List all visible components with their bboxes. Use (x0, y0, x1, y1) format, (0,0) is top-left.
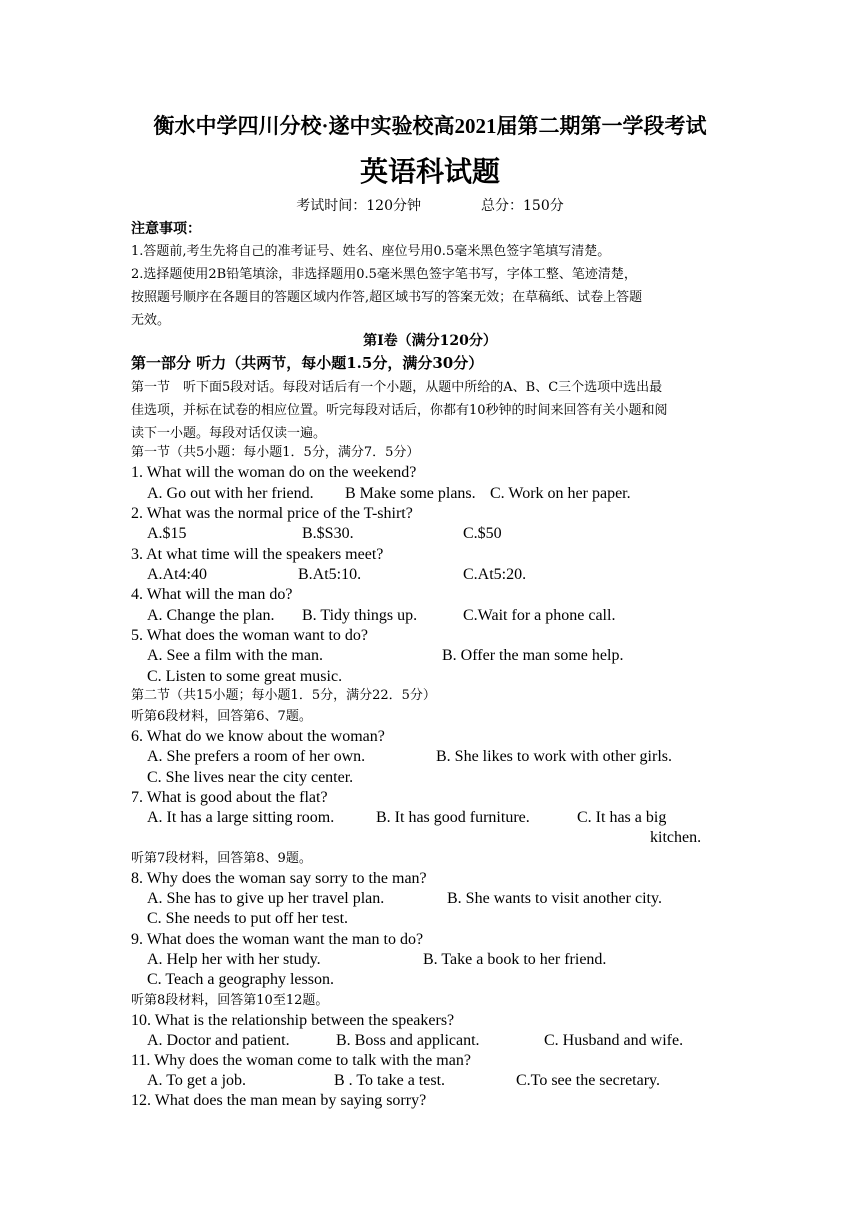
question-11: 11. Why does the woman come to talk with the man? (131, 1052, 471, 1069)
q7-option-c-wrap: kitchen. (650, 829, 702, 846)
q11-option-b: B . To take a test. (334, 1072, 446, 1089)
note-line-3: 按照题号顺序在各题目的答题区域内作答,超区域书写的答案无效；在草稿纸、试卷上答题 (131, 290, 643, 305)
q7-option-b: B. It has good furniture. (376, 809, 530, 826)
note-line-2: 2.选择题使用2B铅笔填涂，非选择题用0.5毫米黑色签字笔书写，字体工整、笔迹清楚， (131, 267, 637, 282)
part1-intro-3: 读下一小题。每段对话仅读一遍。 (131, 426, 327, 441)
q11-option-c: C.To see the secretary. (516, 1072, 660, 1089)
q3-option-b: B.At5:10. (298, 566, 362, 583)
q2-option-b: B.$S30. (302, 525, 354, 542)
q10-option-c: C. Husband and wife. (544, 1032, 684, 1049)
q6-option-b: B. She likes to work with other girls. (436, 748, 672, 765)
q3-option-a: A.At4:40 (147, 566, 207, 583)
q4-option-a: A. Change the plan. (147, 607, 275, 624)
part1-intro-2: 佳选项，并标在试卷的相应位置。听完每段对话后，你都有10秒钟的时间来回答有关小题和阅 (131, 403, 668, 418)
q8-option-c: C. She needs to put off her test. (147, 910, 349, 927)
exam-info (0, 196, 860, 216)
q1-option-a: A. Go out with her friend. (147, 485, 314, 502)
q5-option-c: C. Listen to some great music. (147, 668, 343, 685)
material-8-instruction: 听第8段材料，回答第10至12题。 (131, 993, 329, 1008)
q6-option-c: C. She lives near the city center. (147, 769, 354, 786)
notes-heading: 注意事项： (131, 221, 201, 237)
question-8: 8. Why does the woman say sorry to the man? (131, 870, 427, 887)
school-title: 衡水中学四川分校·遂中实验校高2021届第二期第一学段考试 (153, 114, 707, 138)
q1-option-c: C. Work on her paper. (490, 485, 631, 502)
question-3: 3. At what time will the speakers meet? (131, 546, 384, 563)
material-7-instruction: 听第7段材料，回答第8、9题。 (131, 851, 312, 866)
q8-option-b: B. She wants to visit another city. (447, 890, 662, 907)
section2-heading: 第二节（共15小题；每小题1．5分，满分22．5分） (131, 688, 436, 703)
part1-heading: 第一部分 听力（共两节，每小题1.5分，满分30分） (131, 354, 484, 372)
q9-option-a: A. Help her with her study. (147, 951, 321, 968)
subject-title: 英语科试题 (359, 157, 500, 188)
q2-option-a: A.$15 (147, 525, 187, 542)
question-9: 9. What does the woman want the man to do? (131, 931, 424, 948)
section1-heading: 第一节（共5小题：每小题1．5分，满分7．5分） (131, 445, 420, 460)
q2-option-c: C.$50 (463, 525, 502, 542)
q11-option-a: A. To get a job. (147, 1072, 247, 1089)
question-2: 2. What was the normal price of the T-shirt? (131, 505, 413, 522)
exam-time: 考试时间：120分钟 (296, 198, 421, 214)
q8-option-a: A. She has to give up her travel plan. (147, 890, 385, 907)
question-6: 6. What do we know about the woman? (131, 728, 385, 745)
q1-option-b: B Make some plans. (345, 485, 476, 502)
total-score: 总分：150分 (481, 198, 564, 214)
q4-option-c: C.Wait for a phone call. (463, 607, 616, 624)
question-7: 7. What is good about the flat? (131, 789, 328, 806)
q6-option-a: A. She prefers a room of her own. (147, 748, 366, 765)
q7-option-a: A. It has a large sitting room. (147, 809, 335, 826)
q5-option-a: A. See a film with the man. (147, 647, 323, 664)
part1-intro-1: 第一节 听下面5段对话。每段对话后有一个小题，从题中所给的A、B、C三个选项中选出最 (131, 380, 663, 395)
question-5: 5. What does the woman want to do? (131, 627, 368, 644)
q10-option-a: A. Doctor and patient. (147, 1032, 290, 1049)
note-line-1: 1.答题前,考生先将自己的准考证号、姓名、座位号用0.5毫米黑色签字笔填写清楚。 (131, 244, 611, 259)
q7-option-c: C. It has a big (577, 809, 667, 826)
question-12: 12. What does the man mean by saying sorry? (131, 1092, 427, 1109)
question-10: 10. What is the relationship between the speakers? (131, 1012, 455, 1029)
q4-option-b: B. Tidy things up. (302, 607, 418, 624)
q9-option-c: C. Teach a geography lesson. (147, 971, 334, 988)
q10-option-b: B. Boss and applicant. (336, 1032, 480, 1049)
note-line-4: 无效。 (131, 313, 171, 328)
material-6-instruction: 听第6段材料，回答第6、7题。 (131, 709, 312, 724)
q9-option-b: B. Take a book to her friend. (423, 951, 607, 968)
volume-heading: 第Ⅰ卷（满分120分） (363, 333, 497, 349)
q5-option-b: B. Offer the man some help. (442, 647, 624, 664)
question-1: 1. What will the woman do on the weekend? (131, 464, 417, 481)
question-4: 4. What will the man do? (131, 586, 293, 603)
q3-option-c: C.At5:20. (463, 566, 527, 583)
